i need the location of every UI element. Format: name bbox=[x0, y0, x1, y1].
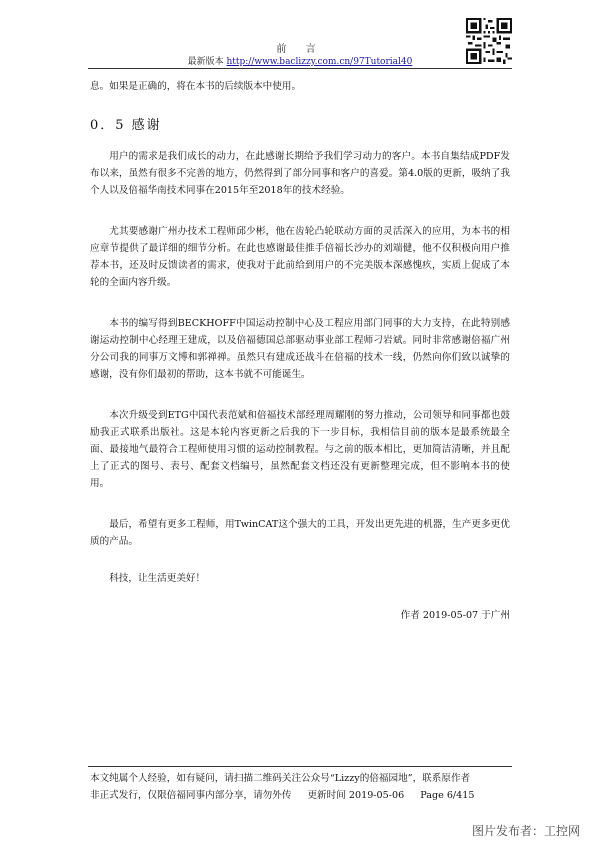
footer-distribution: 非正式发行，仅限倍福同事内部分享，请勿外传 bbox=[90, 790, 292, 801]
footer-page-number: Page 6/415 bbox=[420, 790, 475, 801]
page-content bbox=[90, 78, 510, 624]
paragraph-3: 本书的编写得到BECKHOFF中国运动控制中心及工程应用部门同事的大力支持，在此特别感谢运动控制中心经理王建成，以及倍福德国总部驱动事业部工程师刁岩斌。同时非常感谢倍福广州分公司我的同事万文博和郭禅禅。虽然只有建成还战斗在倍福的技术一线，仍然向你们致以诚挚的感谢，没有你们最初的帮助，这本书就不可能诞生。 bbox=[90, 318, 510, 380]
section-heading: 0．5 感谢 bbox=[90, 118, 162, 133]
footer-divider bbox=[88, 766, 512, 767]
paragraph-4: 本次升级受到ETG中国代表范斌和倍福技术部经理周耀刚的努力推动，公司领导和同事都也鼓励我正式联系出版社。这是本轮内容更新之后我的下一步目标，我相信目前的版本是最系统最全面、最接地气最符合工程师使用习惯的运动控制教程。与之前的版本相比，更加简洁清晰，并且配上了正式的图号、表号、配套文档编号，虽然配套文档还没有更新整理完成，但不影响本书的使用。 bbox=[90, 410, 510, 489]
header-divider bbox=[88, 68, 512, 69]
watermark: 图片发布者：工控网 bbox=[471, 824, 580, 838]
paragraph-1: 用户的需求是我们成长的动力，在此感谢长期给予我们学习动力的客户。本书自集结成PDF发布以来，虽然有很多不完善的地方，仍然得到了部分同事和客户的喜爱。第4.0版的更新，吸纳了我个人以及倍福华南技术同事在2015年至2018年的技术经验。 bbox=[90, 151, 510, 196]
signoff: 作者 2019-05-07 于广州 bbox=[400, 610, 510, 621]
continuation-text: 息。如果是正确的，将在本书的后续版本中使用。 bbox=[90, 81, 302, 92]
footer-update-time: 更新时间 2019-05-06 bbox=[307, 790, 405, 801]
paragraph-5: 最后，希望有更多工程师，用TwinCAT这个强大的工具，开发出更先进的机器，生产更多更优质的产品。 bbox=[90, 519, 510, 547]
header-subtitle-prefix: 最新版本 bbox=[187, 57, 227, 67]
page-footer bbox=[90, 770, 514, 804]
header-title: 前 言 bbox=[276, 44, 324, 55]
paragraph-2: 尤其要感谢广州办技术工程师邱少彬，他在齿轮凸轮联动方面的灵活深入的应用，为本书的相应章节提供了最详细的细节分析。在此也感谢最佳推手倍福长沙办的刘端健，他不仅积极向用户推荐本书，还及时反馈读者的需求，使我对于此前给到用户的不完美版本深感愧疚，实质上促成了本轮的全面内容升级。 bbox=[90, 226, 510, 288]
header-url-link[interactable]: http://www.baclizzy.com.cn/97Tutorial40 bbox=[226, 57, 413, 67]
paragraph-6: 科技，让生活更美好！ bbox=[109, 573, 206, 584]
qr-code-icon bbox=[466, 18, 512, 64]
footer-notice: 本文纯属个人经验，如有疑问，请扫描二维码关注公众号“Lizzy的倍福园地”，联系原作者 bbox=[90, 773, 471, 784]
